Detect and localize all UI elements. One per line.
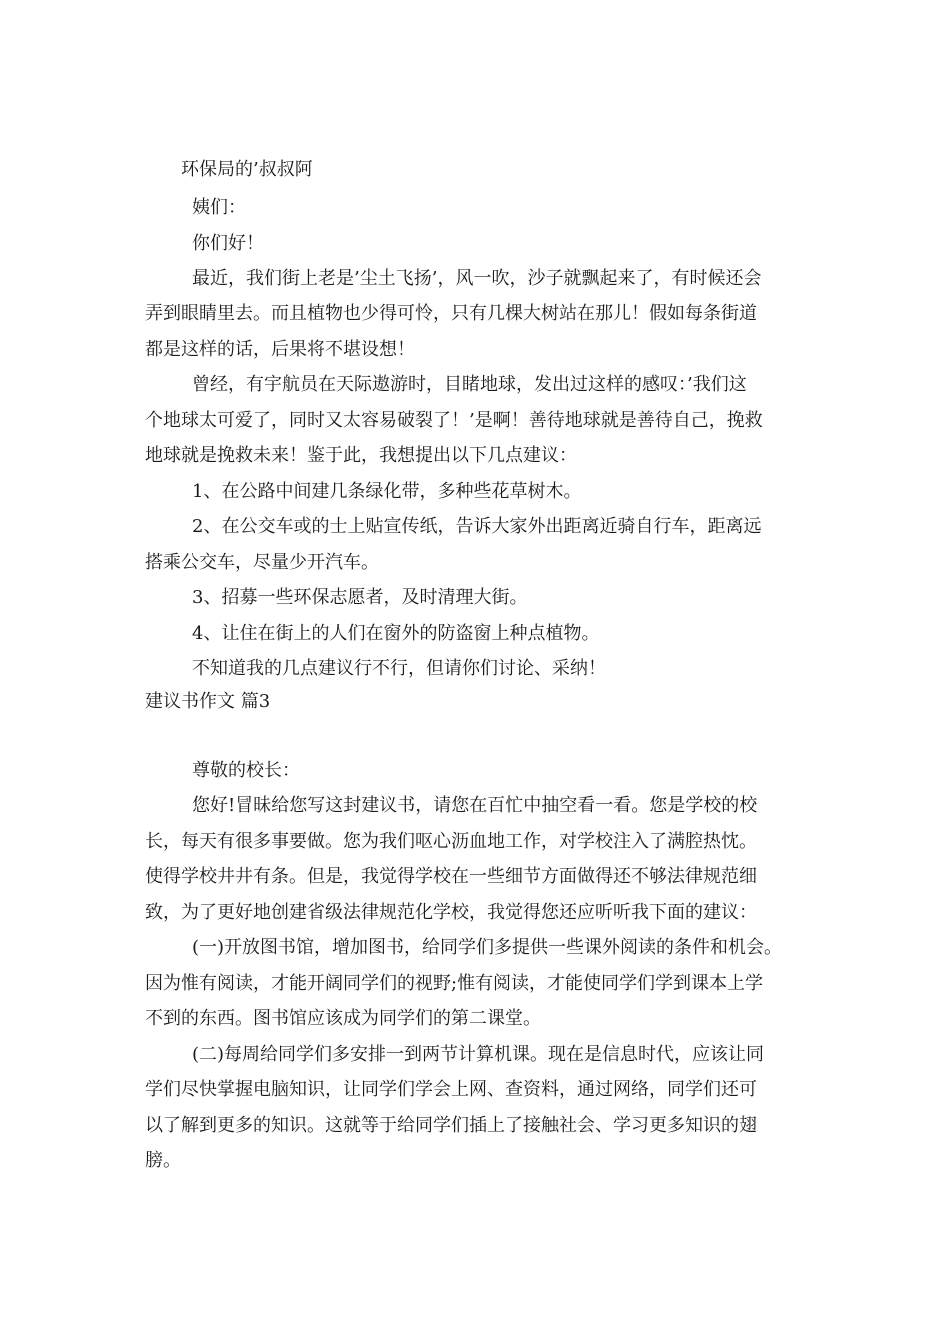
greeting-line-1: 环保局的’叔叔阿: [181, 159, 313, 180]
paragraph-line: 曾经，有宇航员在天际遨游时，目睹地球，发出过这样的感叹：’我们这: [192, 374, 747, 395]
suggestion-item: 2、在公交车或的士上贴宣传纸，告诉大家外出距离近骑自行车，距离远: [192, 516, 762, 537]
hello-line: 你们好！: [192, 233, 264, 254]
paragraph-line: 最近，我们街上老是’尘土飞扬’，风一吹，沙子就飘起来了，有时候还会: [192, 268, 762, 289]
paragraph-line: 您好!冒昧给您写这封建议书，请您在百忙中抽空看一看。您是学校的校: [192, 795, 758, 816]
paragraph-line: 以了解到更多的知识。这就等于给同学们插上了接触社会、学习更多知识的翅: [145, 1115, 757, 1136]
paragraph-line: 因为惟有阅读，才能开阔同学们的视野;惟有阅读，才能使同学们学到课本上学: [145, 973, 764, 994]
greeting-line: 尊敬的校长：: [192, 760, 300, 781]
suggestion-item: 3、招募一些环保志愿者，及时清理大街。: [192, 587, 528, 608]
paragraph-line: (二)每周给同学们多安排一到两节计算机课。现在是信息时代，应该让同: [192, 1044, 765, 1065]
closing-line: 不知道我的几点建议行不行，但请你们讨论、采纳！: [192, 658, 606, 679]
paragraph-line: 致，为了更好地创建省级法律规范化学校，我觉得您还应听听我下面的建议：: [145, 902, 757, 923]
paragraph-line: 地球就是挽救未来！鉴于此，我想提出以下几点建议：: [145, 445, 577, 466]
paragraph-line: 长，每天有很多事要做。您为我们呕心沥血地工作，对学校注入了满腔热忱。: [145, 831, 757, 852]
paragraph-line: (一)开放图书馆，增加图书，给同学们多提供一些课外阅读的条件和机会。: [192, 937, 783, 958]
suggestion-item: 1、在公路中间建几条绿化带，多种些花草树木。: [192, 481, 582, 502]
paragraph-line: 个地球太可爱了，同时又太容易破裂了！’是啊！善待地球就是善待自己，挽救: [145, 410, 763, 431]
paragraph-line: 使得学校井井有条。但是，我觉得学校在一些细节方面做得还不够法律规范细: [145, 866, 757, 887]
paragraph-line: 学们尽快掌握电脑知识，让同学们学会上网、查资料，通过网络，同学们还可: [145, 1079, 757, 1100]
paragraph-line: 都是这样的话，后果将不堪设想！: [145, 339, 415, 360]
greeting-line-2: 姨们：: [192, 197, 246, 218]
paragraph-line: 膀。: [145, 1150, 181, 1171]
paragraph-line: 不到的东西。图书馆应该成为同学们的第二课堂。: [145, 1008, 541, 1029]
section-heading: 建议书作文 篇3: [145, 691, 271, 712]
suggestion-item: 搭乘公交车，尽量少开汽车。: [145, 552, 379, 573]
suggestion-item: 4、让住在街上的人们在窗外的防盗窗上种点植物。: [192, 623, 600, 644]
paragraph-line: 弄到眼睛里去。而且植物也少得可怜，只有几棵大树站在那儿！假如每条街道: [145, 303, 757, 324]
